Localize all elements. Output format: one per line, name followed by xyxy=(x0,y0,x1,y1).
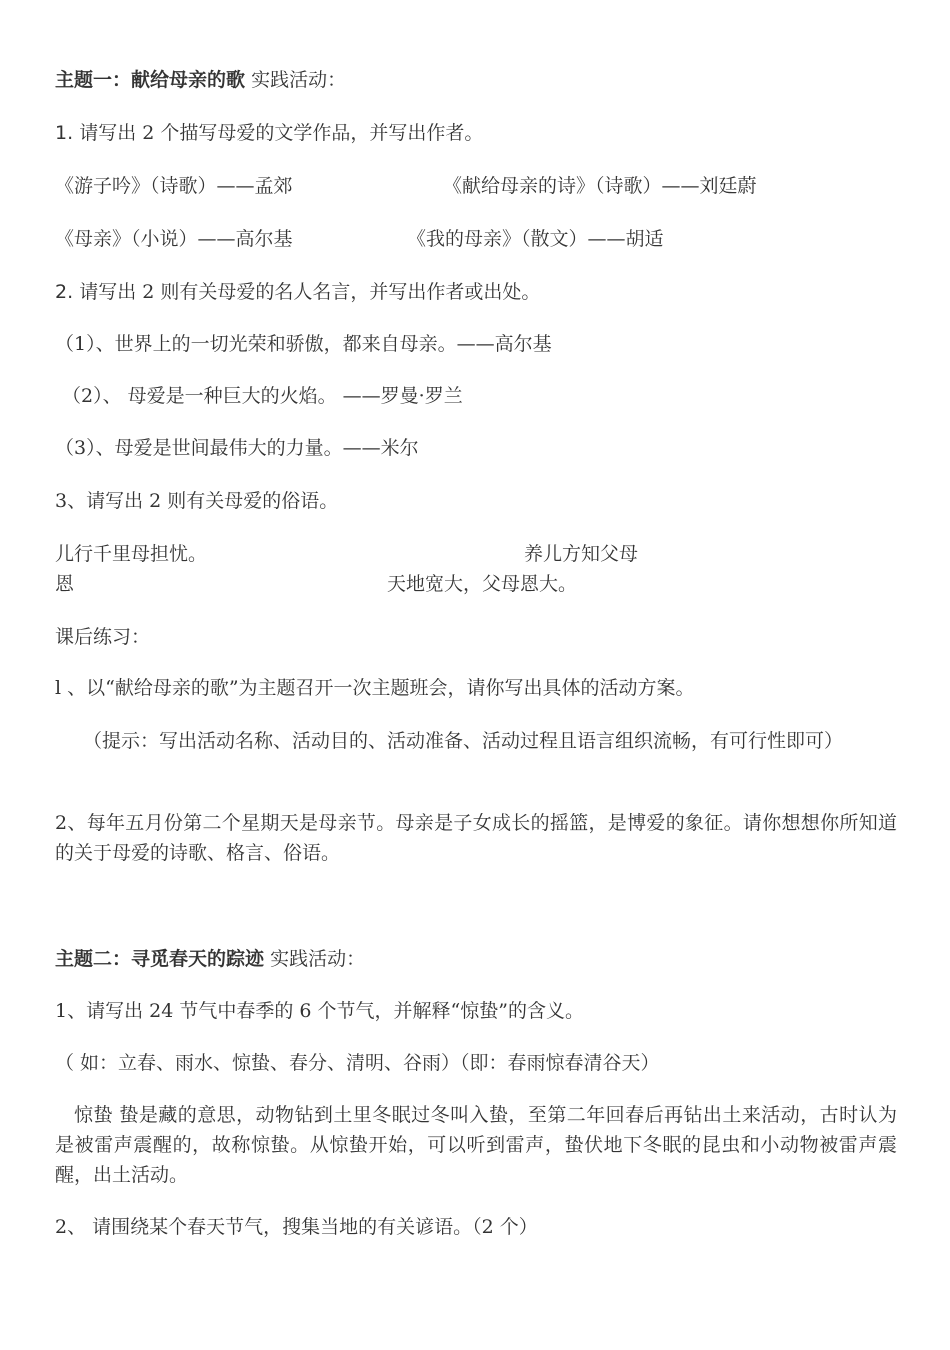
question-number: 3、 xyxy=(55,490,87,512)
quote-item: （2）、 母爱是一种巨大的火焰。 ——罗曼·罗兰 xyxy=(62,385,463,407)
topic1-heading xyxy=(55,65,346,95)
topic1-title-suffix: 实践活动： xyxy=(251,69,347,91)
work-item: 《献给母亲的诗》（诗歌）——刘廷蔚 xyxy=(443,175,757,197)
topic2-answer: （ 如：立春、雨水、惊蛰、春分、清明、谷雨）（即：春雨惊春清谷天） xyxy=(55,1052,660,1074)
topic2-title: 主题二：寻觅春天的踪迹 xyxy=(55,948,265,970)
work-item: 《游子吟》（诗歌）——孟郊 xyxy=(55,175,293,197)
work-item: 《母亲》（小说）——高尔基 xyxy=(55,228,293,250)
question-number: 2. xyxy=(55,281,74,303)
topic1-title: 主题一：献给母亲的歌 xyxy=(55,69,246,91)
topic2-question-1: 1、请写出 24 节气中春季的 6 个节气，并解释“惊蛰”的含义。 xyxy=(55,1000,584,1022)
saying-item: 天地宽大，父母恩大。 xyxy=(387,573,578,595)
topic1-question-1 xyxy=(55,118,483,148)
question-text: 请写出 2 则有关母爱的名人名言，并写出作者或出处。 xyxy=(79,281,541,303)
topic2-title-suffix: 实践活动： xyxy=(270,948,366,970)
exercise-1: l 、以“献给母亲的歌”为主题召开一次主题班会，请你写出具体的活动方案。 xyxy=(55,677,695,699)
question-number: 1. xyxy=(55,122,74,144)
work-item: 《我的母亲》（散文）——胡适 xyxy=(407,228,664,250)
topic1-question-2 xyxy=(55,277,540,307)
question-text: 请写出 2 则有关母爱的俗语。 xyxy=(86,490,339,512)
quote-item: （1）、世界上的一切光荣和骄傲，都来自母亲。——高尔基 xyxy=(55,333,552,355)
topic1-question-3 xyxy=(55,486,338,516)
quote-item: （3）、母爱是世间最伟大的力量。——米尔 xyxy=(55,437,419,459)
exercise-1-hint: （提示：写出活动名称、活动目的、活动准备、活动过程且语言组织流畅，有可行性即可） xyxy=(83,730,844,752)
exercise-heading: 课后练习： xyxy=(55,626,151,648)
question-text: 请写出 2 个描写母爱的文学作品，并写出作者。 xyxy=(79,122,484,144)
topic2-question-2: 2、 请围绕某个春天节气，搜集当地的有关谚语。（2 个） xyxy=(55,1216,538,1238)
topic2-heading xyxy=(55,944,365,974)
topic2-explanation: 惊蛰 蛰是藏的意思，动物钻到土里冬眠过冬叫入蛰，至第二年回春后再钻出土来活动，古时认为是被雷声震醒的，故称惊蛰。从惊蛰开始，可以听到雷声，蛰伏地下冬眠的昆虫和小动物被雷声震醒，出土活动。 xyxy=(55,1104,897,1186)
saying-item: 养儿方知父母 xyxy=(524,543,639,565)
saying-item: 儿行千里母担忧。 xyxy=(55,543,208,565)
exercise-2: 2、每年五月份第二个星期天是母亲节。母亲是子女成长的摇篮，是博爱的象征。请你想想你所知道的关于母爱的诗歌、格言、俗语。 xyxy=(55,812,897,864)
saying-item-continued: 恩 xyxy=(55,573,75,595)
